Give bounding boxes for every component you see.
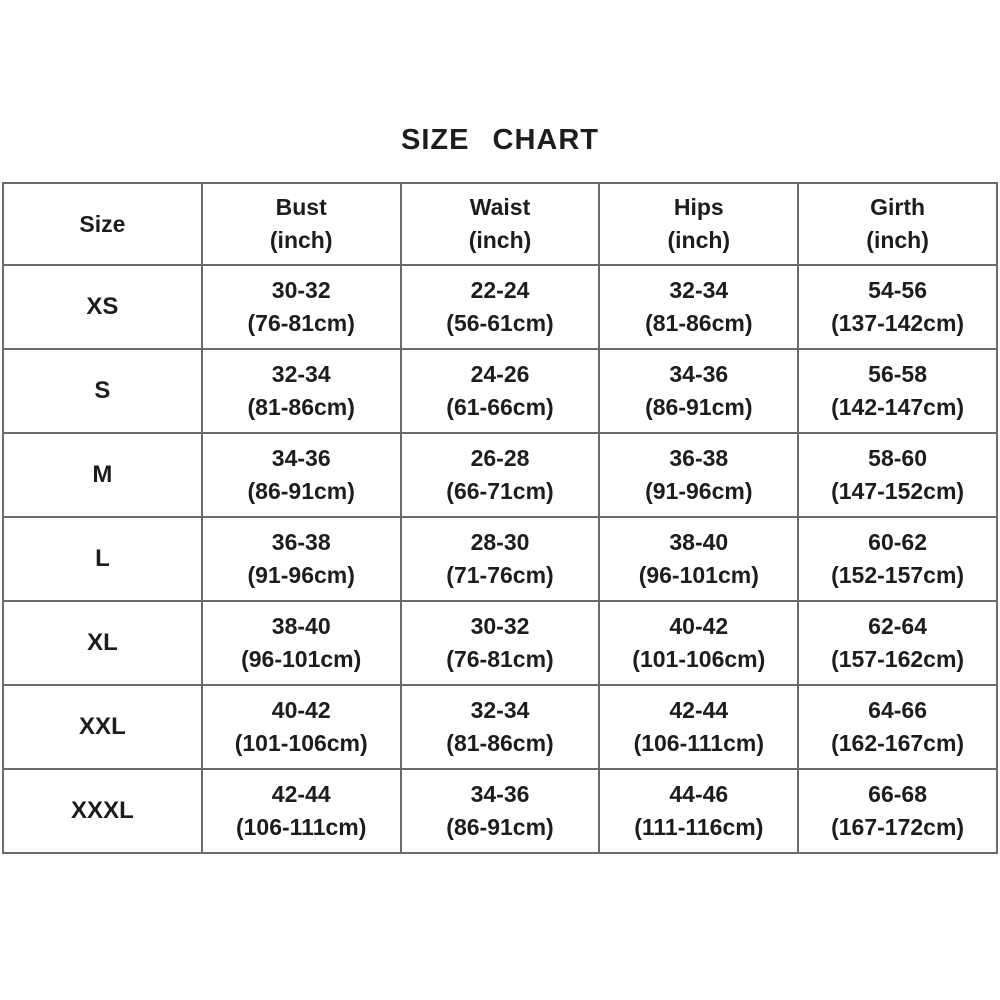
inch-range: 36-38 [271, 529, 331, 555]
hips-cell [599, 433, 798, 517]
inch-range: 38-40 [271, 613, 331, 639]
inch-range: 24-26 [470, 361, 530, 387]
cm-range: (157-162cm) [831, 646, 965, 672]
cm-range: (167-172cm) [831, 814, 965, 840]
size-cell [3, 601, 202, 685]
cm-range: (71-76cm) [446, 562, 554, 588]
inch-range: 38-40 [669, 529, 729, 555]
size-label: XL [87, 629, 118, 656]
header-row [3, 183, 997, 265]
cm-range: (86-91cm) [247, 478, 355, 504]
table-row-m [3, 433, 997, 517]
column-header-girth [798, 183, 997, 265]
table-row-xs [3, 265, 997, 349]
inch-range: 62-64 [868, 613, 927, 639]
size-label: L [95, 545, 110, 572]
cm-range: (86-91cm) [645, 394, 753, 420]
inch-range: 56-58 [868, 361, 927, 387]
cm-range: (137-142cm) [831, 310, 965, 336]
size-cell [3, 517, 202, 601]
hips-cell [599, 265, 798, 349]
inch-range: 58-60 [868, 445, 927, 471]
cm-range: (91-96cm) [247, 562, 355, 588]
inch-range: 30-32 [470, 613, 530, 639]
inch-range: 42-44 [271, 781, 331, 807]
bust-cell [202, 265, 401, 349]
table-header [3, 183, 997, 265]
waist-cell [401, 769, 600, 853]
column-label: Bust [275, 194, 327, 220]
table-row-xxxl [3, 769, 997, 853]
waist-cell [401, 517, 600, 601]
column-unit: (inch) [667, 227, 731, 253]
inch-range: 32-34 [669, 277, 729, 303]
inch-range: 32-34 [271, 361, 331, 387]
girth-cell [798, 433, 997, 517]
hips-cell [599, 685, 798, 769]
inch-range: 42-44 [669, 697, 729, 723]
cm-range: (101-106cm) [632, 646, 766, 672]
cm-range: (61-66cm) [446, 394, 554, 420]
table-row-s [3, 349, 997, 433]
size-label: S [94, 377, 111, 404]
cm-range: (81-86cm) [446, 730, 554, 756]
inch-range: 40-42 [669, 613, 729, 639]
cm-range: (106-111cm) [633, 730, 764, 756]
column-label: Hips [673, 194, 724, 220]
girth-cell [798, 265, 997, 349]
girth-cell [798, 349, 997, 433]
hips-cell [599, 349, 798, 433]
girth-cell [798, 685, 997, 769]
girth-cell [798, 517, 997, 601]
cm-range: (66-71cm) [446, 478, 554, 504]
size-cell [3, 769, 202, 853]
cm-range: (91-96cm) [645, 478, 753, 504]
hips-cell [599, 517, 798, 601]
column-header-hips [599, 183, 798, 265]
column-header-waist [401, 183, 600, 265]
size-label: XS [86, 293, 119, 320]
inch-range: 64-66 [868, 697, 927, 723]
waist-cell [401, 265, 600, 349]
bust-cell [202, 685, 401, 769]
inch-range: 66-68 [868, 781, 927, 807]
inch-range: 60-62 [868, 529, 927, 555]
table-row-xl [3, 601, 997, 685]
bust-cell [202, 601, 401, 685]
inch-range: 34-36 [669, 361, 729, 387]
size-cell [3, 265, 202, 349]
cm-range: (162-167cm) [831, 730, 965, 756]
size-label: XXXL [71, 797, 134, 824]
hips-cell [599, 769, 798, 853]
inch-range: 36-38 [669, 445, 729, 471]
size-cell [3, 433, 202, 517]
waist-cell [401, 685, 600, 769]
cm-range: (81-86cm) [645, 310, 753, 336]
hips-cell [599, 601, 798, 685]
table-body [3, 265, 997, 853]
girth-cell [798, 769, 997, 853]
waist-cell [401, 601, 600, 685]
table-row-l [3, 517, 997, 601]
column-unit: (inch) [468, 227, 532, 253]
girth-cell [798, 601, 997, 685]
size-cell [3, 349, 202, 433]
bust-cell [202, 433, 401, 517]
cm-range: (111-116cm) [634, 814, 764, 840]
cm-range: (147-152cm) [831, 478, 965, 504]
cm-range: (56-61cm) [446, 310, 554, 336]
size-label: M [92, 461, 113, 488]
inch-range: 34-36 [271, 445, 331, 471]
inch-range: 32-34 [470, 697, 530, 723]
inch-range: 54-56 [868, 277, 927, 303]
column-unit: (inch) [866, 227, 929, 253]
column-label: Waist [469, 194, 531, 220]
inch-range: 22-24 [470, 277, 530, 303]
bust-cell [202, 349, 401, 433]
size-cell [3, 685, 202, 769]
cm-range: (76-81cm) [247, 310, 355, 336]
inch-range: 26-28 [470, 445, 530, 471]
inch-range: 34-36 [470, 781, 530, 807]
size-label: XXL [79, 713, 126, 740]
cm-range: (76-81cm) [446, 646, 554, 672]
table-row-xxl [3, 685, 997, 769]
column-header-bust [202, 183, 401, 265]
cm-range: (86-91cm) [446, 814, 554, 840]
cm-range: (96-101cm) [638, 562, 759, 588]
bust-cell [202, 769, 401, 853]
waist-cell [401, 433, 600, 517]
cm-range: (101-106cm) [234, 730, 368, 756]
column-label: Girth [870, 194, 926, 220]
size-chart-table [2, 182, 998, 854]
column-header-size [3, 183, 202, 265]
inch-range: 28-30 [470, 529, 530, 555]
cm-range: (81-86cm) [247, 394, 355, 420]
cm-range: (96-101cm) [241, 646, 362, 672]
page-title: SIZE CHART [401, 124, 599, 156]
bust-cell [202, 517, 401, 601]
column-unit: (inch) [269, 227, 333, 253]
inch-range: 44-46 [669, 781, 729, 807]
cm-range: (142-147cm) [831, 394, 965, 420]
waist-cell [401, 349, 600, 433]
cm-range: (106-111cm) [235, 814, 367, 840]
inch-range: 30-32 [271, 277, 331, 303]
cm-range: (152-157cm) [831, 562, 965, 588]
inch-range: 40-42 [271, 697, 331, 723]
column-label: Size [79, 210, 126, 237]
